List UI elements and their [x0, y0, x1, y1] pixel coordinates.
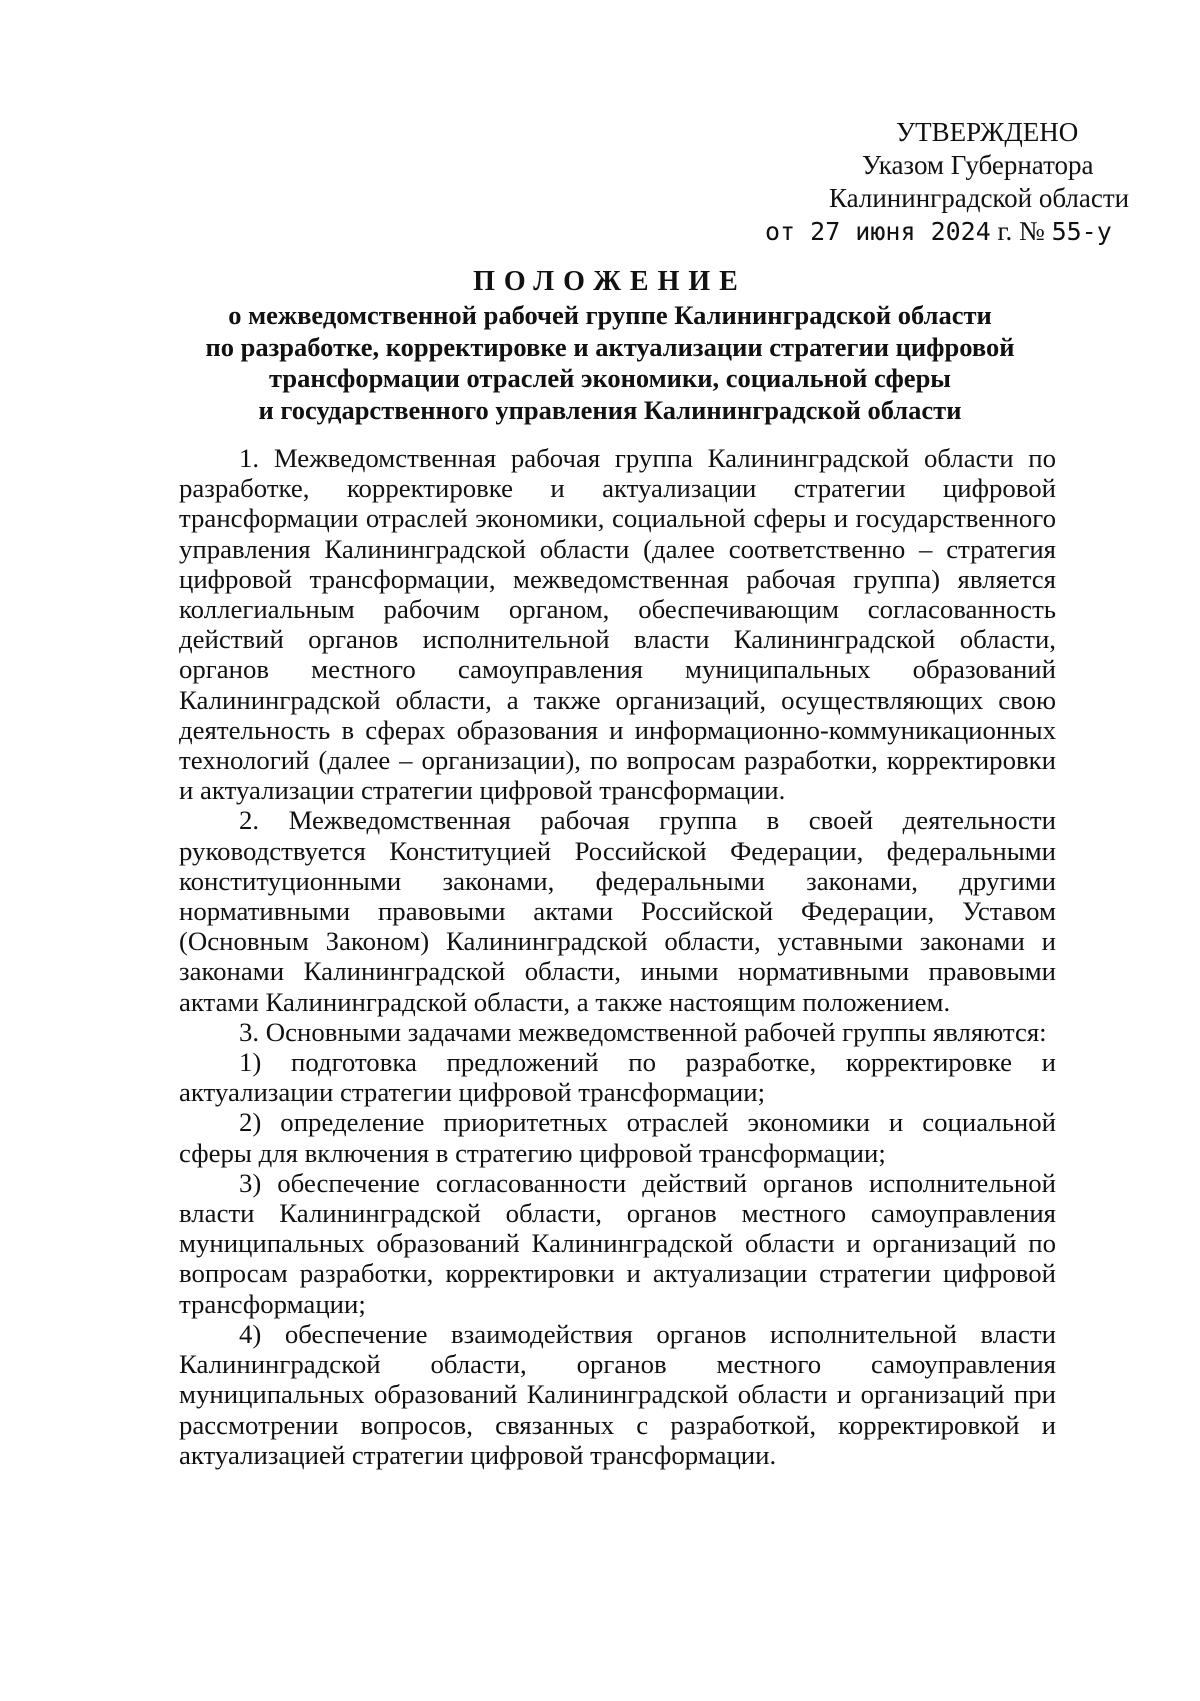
paragraph-2: 2. Межведомственная рабочая группа в своей деятельности руководствуется Конституцией Российской Федерации, федеральными конституционными законами, федеральными законами, другими нормативными правовыми актами Российской Федерации, Уставом (Основным Законом) Калининградской области, уставными законами и законами Калининградской области, иными нормативными правовыми актами Калининградской области, а также настоящим положением.	[179, 805, 1056, 1017]
task-item-4: 4) обеспечение взаимодействия органов исполнительной власти Калининградской области, органов местного самоуправления муниципальных образований Калининградской области и организаций при рассмотрении вопросов, связанных с разработкой, корректировкой и актуализацией стратегии цифровой трансформации.	[179, 1318, 1056, 1470]
paragraph-1: 1. Межведомственная рабочая группа Калининградской области по разработке, корректировке и актуализации стратегии цифровой трансформации отраслей экономики, социальной сферы и государственного управления Калининградской области (далее соответственно – стратегия цифровой трансформации, межведомственная рабочая группа) является коллегиальным рабочим органом, обеспечивающим согласованность действий органов исполнительной власти Калининградской области, органов местного самоуправления муниципальных образований Калининградской области, а также организаций, осуществляющих свою деятельность в сферах образования и информационно-коммуникационных технологий (далее – организации), по вопросам разработки, корректировки и актуализации стратегии цифровой трансформации.	[179, 443, 1056, 806]
approval-date: от 27 июня 2024	[765, 217, 991, 246]
approval-stamp	[700, 116, 1160, 248]
document-body	[179, 443, 1056, 1470]
subtitle-line: по разработке, корректировке и актуализации стратегии цифровой	[205, 331, 1015, 362]
approval-date-number	[700, 215, 1160, 248]
approval-heading: УТВЕРЖДЕНО	[896, 117, 1079, 147]
approval-decree: Указом Губернатора	[862, 150, 1094, 180]
document-title: ПОЛОЖЕНИЕ	[473, 266, 747, 297]
task-item-1: 1) подготовка предложений по разработке, корректировке и актуализации стратегии цифровой трансформации;	[179, 1047, 1056, 1108]
subtitle-line: о межведомственной рабочей группе Калининградской области	[228, 300, 992, 330]
task-item-3: 3) обеспечение согласованности действий органов исполнительной власти Калининградской области, органов местного самоуправления муниципальных образований Калининградской области и организаций по вопросам разработки, корректировки и актуализации стратегии цифровой трансформации;	[179, 1167, 1056, 1319]
approval-number: 55-у	[1051, 217, 1112, 246]
approval-region: Калининградской области	[829, 183, 1130, 213]
subtitle-line: трансформации отраслей экономики, социальной сферы	[269, 363, 951, 393]
task-item-2: 2) определение приоритетных отраслей экономики и социальной сферы для включения в стратегию цифровой трансформации;	[179, 1107, 1056, 1168]
approval-number-label: г. №	[990, 216, 1052, 246]
document-subtitle	[150, 300, 1070, 426]
paragraph-3: 3. Основными задачами межведомственной рабочей группы являются:	[239, 1016, 1047, 1047]
subtitle-line: и государственного управления Калининградской области	[258, 394, 962, 425]
